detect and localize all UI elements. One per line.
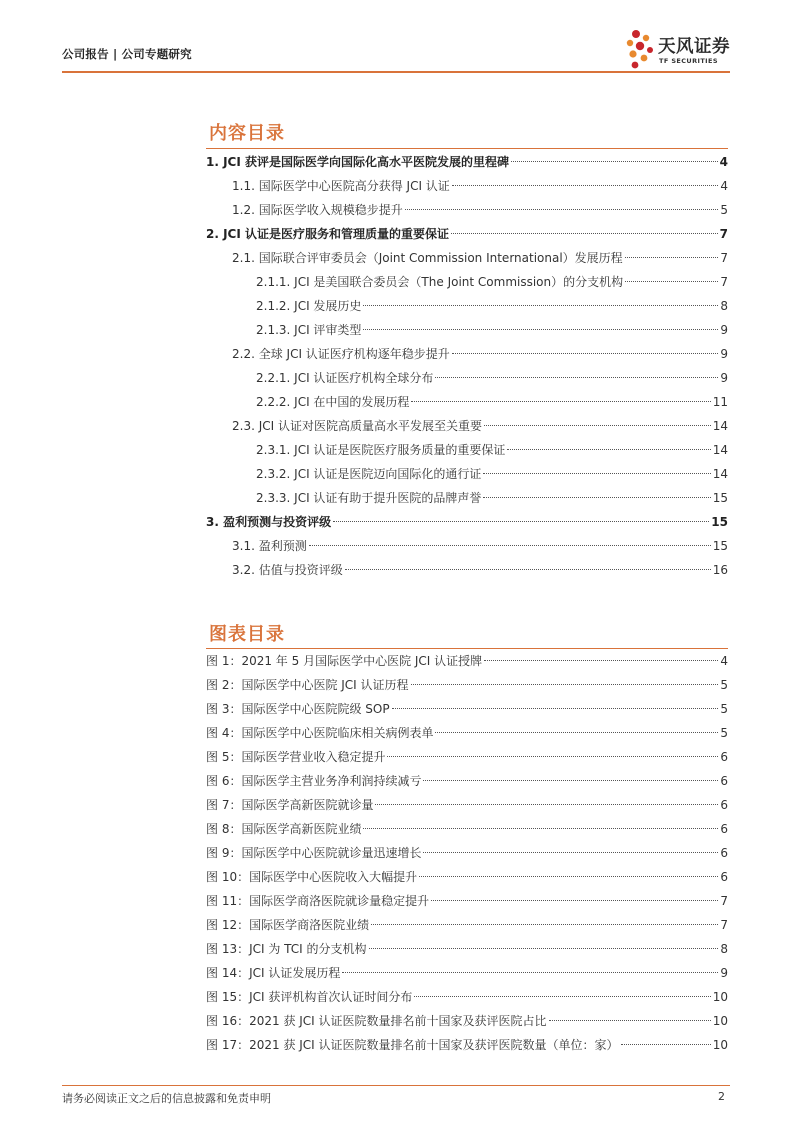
- figure-item[interactable]: [206, 865, 728, 889]
- toc-leader-dots: [345, 569, 711, 570]
- figure-item[interactable]: [206, 769, 728, 793]
- toc-item-page: 14: [712, 419, 728, 433]
- toc-item-page: 15: [711, 515, 728, 529]
- toc-item-text: 2.3. JCI 认证对医院高质量高水平发展至关重要: [232, 419, 482, 433]
- figure-leader-dots: [423, 780, 718, 781]
- figure-item[interactable]: [206, 961, 728, 985]
- figure-item[interactable]: [206, 889, 728, 913]
- toc-leader-dots: [411, 401, 710, 402]
- figure-item-text: 图 6：国际医学主营业务净利润持续减亏: [206, 774, 422, 788]
- figure-item-page: 6: [720, 774, 728, 788]
- figure-item[interactable]: [206, 673, 728, 697]
- figure-item[interactable]: [206, 937, 728, 961]
- figure-leader-dots: [363, 828, 718, 829]
- figure-item[interactable]: [206, 745, 728, 769]
- figure-item-page: 7: [720, 918, 728, 932]
- toc-item-page: 9: [720, 347, 728, 361]
- figure-leader-dots: [419, 876, 718, 877]
- toc-leader-dots: [625, 257, 719, 258]
- toc-item[interactable]: [206, 270, 728, 294]
- figure-item-page: 6: [720, 750, 728, 764]
- toc-item[interactable]: [206, 438, 728, 462]
- footer-divider: [62, 1085, 730, 1086]
- toc-item-text: 2.1. 国际联合评审委员会（Joint Commission International）发展历程: [232, 251, 623, 265]
- figure-item-text: 图 10：国际医学中心医院收入大幅提升: [206, 870, 418, 884]
- figure-leader-dots: [392, 708, 719, 709]
- toc-leader-dots: [452, 185, 719, 186]
- figure-item-page: 6: [720, 846, 728, 860]
- toc-item-text: 2.3.2. JCI 认证是医院迈向国际化的通行证: [256, 467, 482, 481]
- figure-item-page: 6: [720, 798, 728, 812]
- figure-leader-dots: [431, 900, 718, 901]
- toc-item-page: 14: [712, 443, 728, 457]
- toc-item-page: 9: [720, 371, 728, 385]
- figure-item[interactable]: [206, 985, 728, 1009]
- figure-item-text: 图 8：国际医学高新医院业绩: [206, 822, 362, 836]
- toc-item[interactable]: [206, 486, 728, 510]
- toc-leader-dots: [483, 497, 710, 498]
- toc-item-text: 3.2. 估值与投资评级: [232, 563, 343, 577]
- figure-leader-dots: [387, 756, 718, 757]
- figure-item-page: 7: [720, 894, 728, 908]
- figure-item-text: 图 4：国际医学中心医院临床相关病例表单: [206, 726, 434, 740]
- figure-item-text: 图 7：国际医学高新医院就诊量: [206, 798, 374, 812]
- figure-item-page: 5: [720, 678, 728, 692]
- toc-item[interactable]: [206, 558, 728, 582]
- toc-item-page: 8: [720, 299, 728, 313]
- toc-item-page: 14: [712, 467, 728, 481]
- toc-leader-dots: [435, 377, 718, 378]
- figure-item-page: 5: [720, 726, 728, 740]
- toc-item-text: 2.1.3. JCI 评审类型: [256, 323, 362, 337]
- figure-item-page: 5: [720, 702, 728, 716]
- toc-item-text: 1.2. 国际医学收入规模稳步提升: [232, 203, 403, 217]
- toc-item[interactable]: [206, 366, 728, 390]
- header-title: 公司报告 | 公司专题研究: [62, 47, 192, 61]
- toc-item-text: 2.2.2. JCI 在中国的发展历程: [256, 395, 410, 409]
- toc-item[interactable]: [206, 342, 728, 366]
- toc-leader-dots: [484, 425, 711, 426]
- toc-item[interactable]: [206, 246, 728, 270]
- toc-item[interactable]: [206, 414, 728, 438]
- toc-item-page: 4: [719, 155, 728, 169]
- toc-leader-dots: [363, 305, 718, 306]
- figure-item-text: 图 3：国际医学中心医院院级 SOP: [206, 702, 390, 716]
- figure-item[interactable]: [206, 841, 728, 865]
- toc-item-page: 16: [712, 563, 728, 577]
- figure-leader-dots: [414, 996, 710, 997]
- figure-item-page: 10: [712, 990, 728, 1004]
- figure-item-text: 图 5：国际医学营业收入稳定提升: [206, 750, 386, 764]
- page-number: 2: [718, 1090, 725, 1103]
- toc-leader-dots: [507, 449, 710, 450]
- figure-leader-dots: [423, 852, 718, 853]
- toc-item-text: 3. 盈利预测与投资评级: [206, 515, 332, 529]
- toc-item-page: 7: [720, 275, 728, 289]
- figure-item[interactable]: [206, 913, 728, 937]
- figure-item-page: 10: [712, 1038, 728, 1052]
- logo-chinese-name: 天风证券: [658, 37, 730, 57]
- figure-item[interactable]: [206, 793, 728, 817]
- logo-english-name: TF SECURITIES: [659, 57, 718, 65]
- toc-leader-dots: [511, 161, 718, 162]
- toc-item-page: 15: [712, 491, 728, 505]
- toc-leader-dots: [483, 473, 710, 474]
- figure-item[interactable]: [206, 1009, 728, 1033]
- toc-item[interactable]: [206, 318, 728, 342]
- toc-item-text: 2.2.1. JCI 认证医疗机构全球分布: [256, 371, 434, 385]
- toc-title: 内容目录: [209, 123, 285, 144]
- toc-item-page: 11: [712, 395, 728, 409]
- figure-item-text: 图 11：国际医学商洛医院就诊量稳定提升: [206, 894, 430, 908]
- figure-leader-dots: [484, 660, 718, 661]
- figures-title: 图表目录: [209, 624, 285, 645]
- figure-item-text: 图 17：2021 获 JCI 认证医院数量排名前十国家及获评医院数量（单位：家）: [206, 1038, 619, 1052]
- toc-list: [206, 150, 728, 582]
- company-logo: [624, 28, 736, 72]
- toc-item[interactable]: [206, 222, 728, 246]
- figure-item-text: 图 9：国际医学中心医院就诊量迅速增长: [206, 846, 422, 860]
- toc-leader-dots: [309, 545, 711, 546]
- logo-mark-icon: [624, 28, 658, 72]
- figure-item-text: 图 13：JCI 为 TCI 的分支机构: [206, 942, 367, 956]
- toc-item-text: 1. JCI 获评是国际医学向国际化高水平医院发展的里程碑: [206, 155, 510, 169]
- figure-item-page: 6: [720, 870, 728, 884]
- toc-item[interactable]: [206, 462, 728, 486]
- figure-item-text: 图 12：国际医学商洛医院业绩: [206, 918, 370, 932]
- toc-item-text: 2.3.1. JCI 认证是医院医疗服务质量的重要保证: [256, 443, 506, 457]
- toc-item-text: 2.2. 全球 JCI 认证医疗机构逐年稳步提升: [232, 347, 450, 361]
- toc-item[interactable]: [206, 534, 728, 558]
- figure-item-page: 9: [720, 966, 728, 980]
- toc-leader-dots: [405, 209, 719, 210]
- toc-item-text: 2. JCI 认证是医疗服务和管理质量的重要保证: [206, 227, 450, 241]
- figure-leader-dots: [342, 972, 718, 973]
- toc-item-text: 2.1.2. JCI 发展历史: [256, 299, 362, 313]
- figure-item-text: 图 14：JCI 认证发展历程: [206, 966, 341, 980]
- toc-item-page: 15: [712, 539, 728, 553]
- toc-item[interactable]: [206, 198, 728, 222]
- figure-item-page: 10: [712, 1014, 728, 1028]
- figure-leader-dots: [411, 684, 719, 685]
- figure-item[interactable]: [206, 817, 728, 841]
- toc-item-text: 3.1. 盈利预测: [232, 539, 307, 553]
- figure-leader-dots: [549, 1020, 711, 1021]
- figure-item-page: 4: [720, 654, 728, 668]
- toc-item-page: 4: [720, 179, 728, 193]
- figure-item[interactable]: [206, 649, 728, 673]
- toc-item-text: 2.3.3. JCI 认证有助于提升医院的品牌声誉: [256, 491, 482, 505]
- figure-leader-dots: [369, 948, 719, 949]
- figure-item[interactable]: [206, 1033, 728, 1057]
- figure-leader-dots: [375, 804, 718, 805]
- figure-leader-dots: [621, 1044, 711, 1045]
- figure-item[interactable]: [206, 697, 728, 721]
- figure-item-text: 图 16：2021 获 JCI 认证医院数量排名前十国家及获评医院占比: [206, 1014, 547, 1028]
- figure-item[interactable]: [206, 721, 728, 745]
- toc-leader-dots: [333, 521, 709, 522]
- figure-leader-dots: [435, 732, 718, 733]
- figure-item-text: 图 2：国际医学中心医院 JCI 认证历程: [206, 678, 409, 692]
- figure-item-text: 图 15：JCI 获评机构首次认证时间分布: [206, 990, 413, 1004]
- toc-leader-dots: [625, 281, 718, 282]
- toc-item-text: 2.1.1. JCI 是美国联合委员会（The Joint Commission）的分支机构: [256, 275, 624, 289]
- toc-item-text: 1.1. 国际医学中心医院高分获得 JCI 认证: [232, 179, 450, 193]
- toc-leader-dots: [452, 353, 719, 354]
- toc-leader-dots: [451, 233, 718, 234]
- footer-disclaimer: 请务必阅读正文之后的信息披露和免责申明: [62, 1092, 271, 1105]
- toc-item[interactable]: [206, 174, 728, 198]
- toc-title-divider: [206, 148, 728, 149]
- figure-item-page: 6: [720, 822, 728, 836]
- figure-leader-dots: [371, 924, 718, 925]
- header-divider: [62, 71, 730, 73]
- figures-list: [206, 649, 728, 1057]
- toc-item-page: 9: [720, 323, 728, 337]
- toc-item[interactable]: [206, 510, 728, 534]
- toc-leader-dots: [363, 329, 718, 330]
- toc-item-page: 7: [719, 227, 728, 241]
- figure-item-page: 8: [720, 942, 728, 956]
- toc-item-page: 5: [720, 203, 728, 217]
- toc-item[interactable]: [206, 294, 728, 318]
- toc-item[interactable]: [206, 390, 728, 414]
- figure-item-text: 图 1：2021 年 5 月国际医学中心医院 JCI 认证授牌: [206, 654, 483, 668]
- toc-item[interactable]: [206, 150, 728, 174]
- toc-item-page: 7: [720, 251, 728, 265]
